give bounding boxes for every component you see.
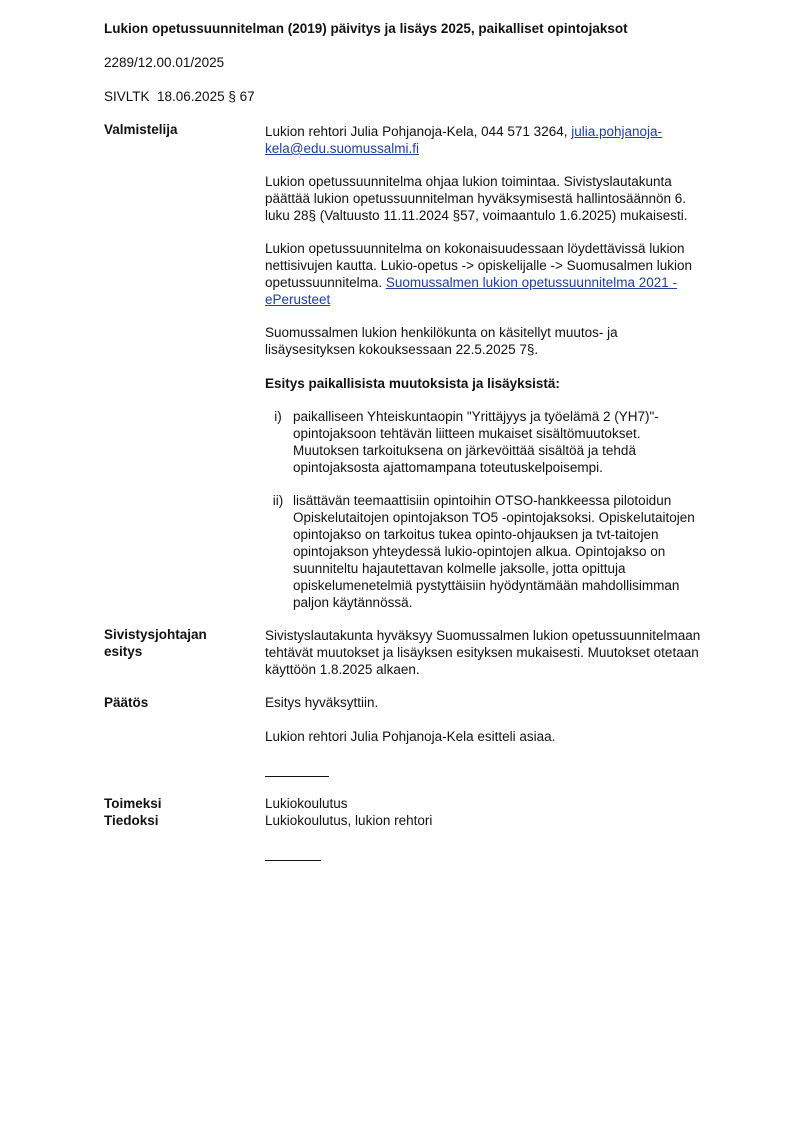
valmistelija-paragraph-2 xyxy=(265,240,740,308)
esitys-line: Sivistyslautakunta hyväksyy Suomussalmen lukion opetussuunnitelmaan xyxy=(265,628,701,643)
separator-line xyxy=(265,860,321,861)
curriculum-link-part2[interactable]: ePerusteet xyxy=(265,292,331,307)
toimeksi-label: Toimeksi xyxy=(104,796,162,811)
item-text xyxy=(293,408,738,476)
valmistelija-contact xyxy=(265,123,740,157)
para1-line: päättää lukion opetussuunnitelman hyväksymisestä hallintosäännön 6. xyxy=(265,191,687,206)
document-title: Lukion opetussuunnitelman (2019) päivitys ja lisäys 2025, paikalliset opintojaksot xyxy=(104,21,628,36)
esitys-label xyxy=(104,626,254,660)
tiedoksi-value: Lukiokoulutus, lukion rehtori xyxy=(265,813,433,828)
item-line: paljon käytännössä. xyxy=(293,595,413,610)
item-line: opintojakso on tarkoitus tukea opinto-ohjauksen ja tvt-taitojen xyxy=(293,527,659,542)
item-line: lisättävän teemaattisiin opintoihin OTSO-hankkeessa pilotoidun xyxy=(293,493,672,508)
item-line: suunniteltu hajautettavan kolmelle jaksolle, jotta opittuja xyxy=(293,561,626,576)
paatos-label: Päätös xyxy=(104,695,149,710)
contact-text: Lukion rehtori Julia Pohjanoja-Kela, 044 571 3264, xyxy=(265,124,572,139)
tiedoksi-label: Tiedoksi xyxy=(104,813,159,828)
item-line: opintojaksoon tehtävän liitteen mukaiset sisältömuutokset. xyxy=(293,426,641,441)
esitys-label-line: Sivistysjohtajan xyxy=(104,627,207,642)
item-line: Muutoksen tarkoituksena on järkevöittää sisältöä ja tehdä xyxy=(293,443,636,458)
esitys-label-line: esitys xyxy=(104,644,143,659)
diary-number: 2289/12.00.01/2025 xyxy=(104,55,225,70)
email-link-part2[interactable]: kela@edu.suomussalmi.fi xyxy=(265,141,420,156)
para2-line: Lukion opetussuunnitelma on kokonaisuudessaan löydettävissä lukion xyxy=(265,241,685,256)
para3-line: Suomussalmen lukion henkilökunta on käsitellyt muutos- ja xyxy=(265,325,618,340)
item-line: opintojaksosta ajattomampana toteutuskelpoisempi. xyxy=(293,460,603,475)
paatos-presenter: Lukion rehtori Julia Pohjanoja-Kela esitteli asiaa. xyxy=(265,729,556,744)
email-link-part1[interactable]: julia.pohjanoja- xyxy=(571,124,663,139)
item-text xyxy=(293,492,738,611)
separator-line xyxy=(265,776,329,777)
item-line: opintojakson yhteydessä lukio-opintojen alkua. Opintojakso on xyxy=(293,544,666,559)
para3-line: lisäysesityksen kokouksessaan 22.5.2025 7§. xyxy=(265,342,539,357)
para2-line: opetussuunnitelma. xyxy=(265,275,386,290)
para1-line: luku 28§ (Valtuusto 11.11.2024 §57, voimaantulo 1.6.2025) mukaisesti. xyxy=(265,208,688,223)
meeting-reference: SIVLTK 18.06.2025 § 67 xyxy=(104,89,255,104)
valmistelija-paragraph-1 xyxy=(265,173,740,224)
item-number: ii) xyxy=(272,493,284,508)
item-line: Opiskelutaitojen opintojakson TO5 -opintojaksoksi. Opiskelutaitojen xyxy=(293,510,695,525)
esitys-line: käyttöön 1.8.2025 alkaen. xyxy=(265,662,420,677)
valmistelija-paragraph-3 xyxy=(265,324,740,358)
item-line: opiskelumenetelmiä pystyttäisiin hyödyntämään mahdollisimman xyxy=(293,578,680,593)
valmistelija-label: Valmistelija xyxy=(104,122,178,137)
esitys-text xyxy=(265,627,740,678)
item-line: paikalliseen Yhteiskuntaopin "Yrittäjyys ja työelämä 2 (YH7)"- xyxy=(293,409,659,424)
esitys-line: tehtävät muutokset ja lisäyksen esityksen mukaisesti. Muutokset otetaan xyxy=(265,645,699,660)
curriculum-link-part1[interactable]: Suomussalmen lukion opetussuunnitelma 2021 - xyxy=(385,275,678,290)
paatos-decision: Esitys hyväksyttiin. xyxy=(265,695,379,710)
para2-line: nettisivujen kautta. Lukio-opetus -> opiskelijalle -> Suomusalmen lukion xyxy=(265,258,692,273)
item-number: i) xyxy=(274,409,282,424)
para1-line: Lukion opetussuunnitelma ohjaa lukion toimintaa. Sivistyslautakunta xyxy=(265,174,672,189)
proposal-heading: Esitys paikallisista muutoksista ja lisäyksistä: xyxy=(265,376,560,391)
toimeksi-value: Lukiokoulutus xyxy=(265,796,348,811)
